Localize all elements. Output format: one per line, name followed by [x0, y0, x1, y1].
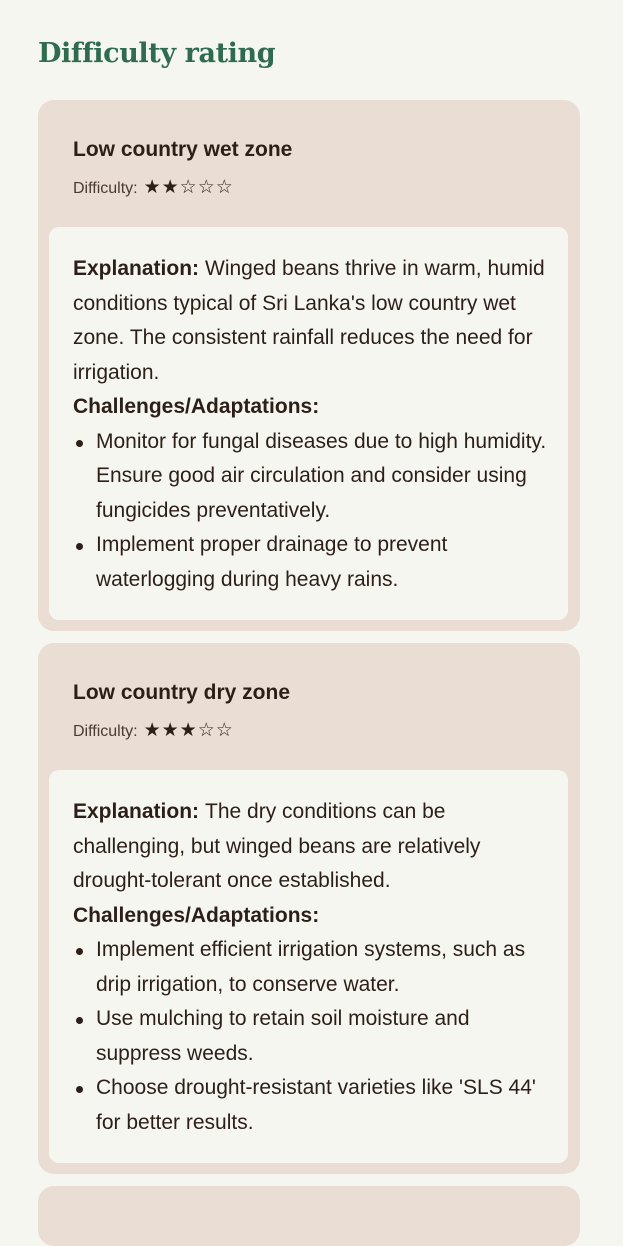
difficulty-rating [73, 176, 234, 198]
zone-card-next [38, 1186, 580, 1246]
list-item: Implement efficient irrigation systems, such as drip irrigation, to conserve water. [73, 933, 548, 1002]
difficulty-label: Difficulty: [73, 723, 138, 740]
challenges-heading: Challenges/Adaptations: [73, 903, 320, 927]
zone-detail-panel [49, 770, 568, 1163]
challenges-list [73, 933, 548, 1140]
list-item: Use mulching to retain soil moisture and suppress weeds. [73, 1002, 548, 1071]
explanation-label: Explanation: [73, 257, 200, 280]
star-rating-icon: ★★☆☆☆ [143, 176, 234, 198]
list-item: Choose drought-resistant varieties like 'SLS 44' for better results. [73, 1071, 548, 1140]
zone-detail-panel [49, 227, 568, 620]
zone-card-low-country-dry [38, 643, 580, 1174]
page-title: Difficulty rating [38, 38, 276, 69]
explanation [73, 252, 548, 390]
zone-name: Low country dry zone [73, 681, 291, 704]
challenges-heading: Challenges/Adaptations: [73, 395, 320, 418]
challenges-list [73, 425, 548, 598]
explanation-text: The dry conditions can be challenging, but winged beans are relatively drought-tolerant once established. [73, 800, 481, 892]
explanation-label: Explanation: [73, 800, 200, 823]
difficulty-rating [73, 719, 234, 741]
explanation [73, 795, 548, 899]
list-item: Monitor for fungal diseases due to high humidity. Ensure good air circulation and consider using fungicides preventatively. [73, 425, 548, 529]
list-item: Implement proper drainage to prevent waterlogging during heavy rains. [73, 528, 548, 597]
difficulty-label: Difficulty: [73, 180, 138, 197]
zone-card-low-country-wet [38, 100, 580, 631]
zone-name: Low country wet zone [73, 138, 293, 161]
explanation-text: Winged beans thrive in warm, humid conditions typical of Sri Lanka's low country wet zone. The consistent rainfall reduces the need for irrigation. [73, 257, 545, 384]
star-rating-icon: ★★★☆☆ [143, 719, 234, 741]
